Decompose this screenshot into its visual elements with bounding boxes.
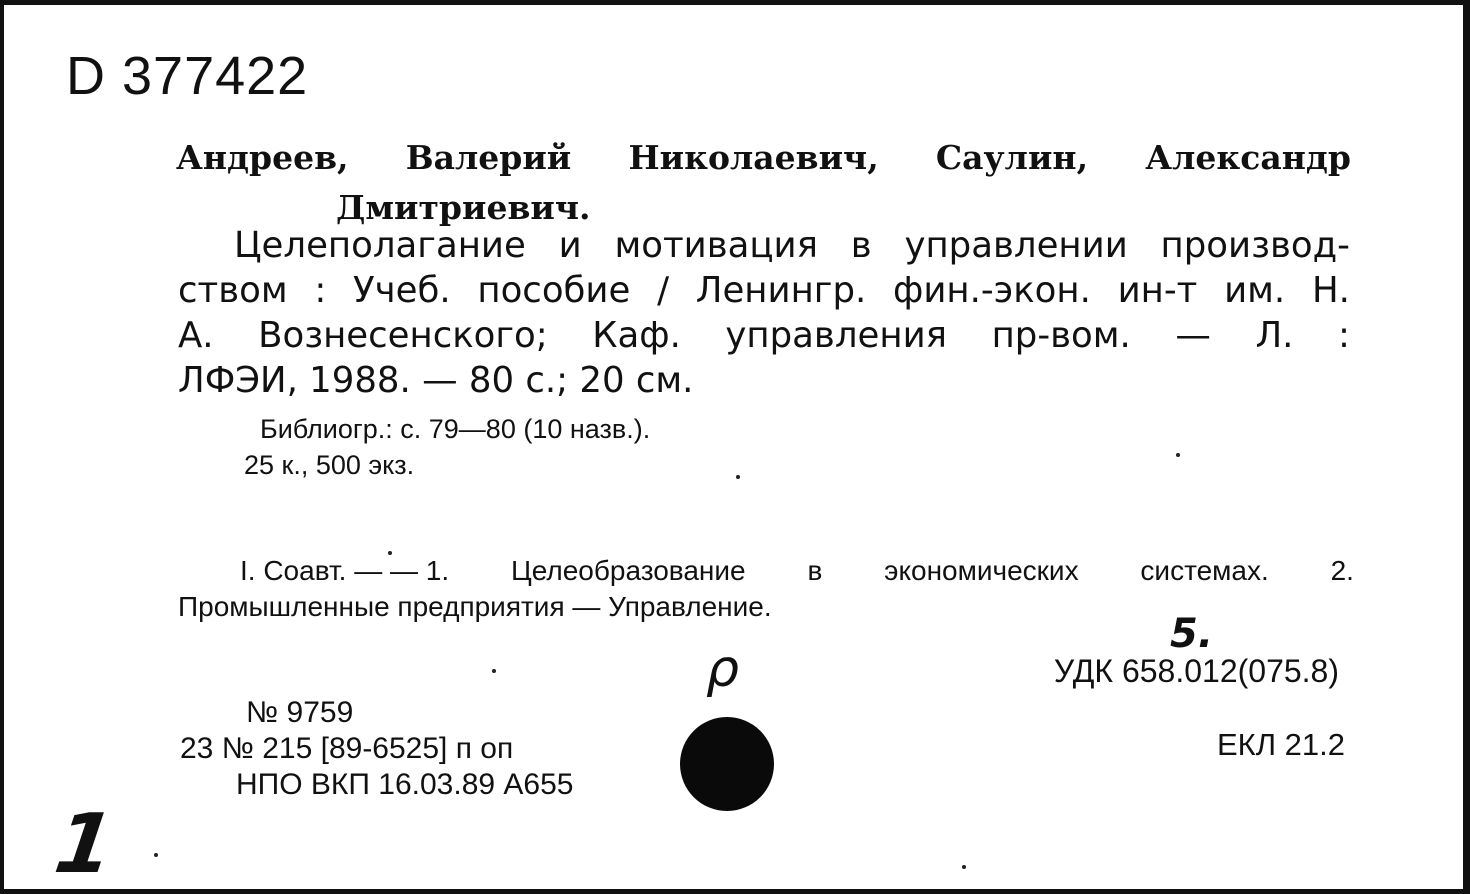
title-word: /	[657, 270, 670, 311]
handwritten-rho-mark: ρ	[706, 639, 740, 699]
tracing-word: в	[807, 555, 823, 586]
title-word: управлении	[904, 225, 1128, 266]
scan-speck	[388, 551, 392, 555]
author-word: Александр	[1145, 138, 1351, 177]
title-word: фин.-экон.	[892, 270, 1091, 311]
scan-speck	[736, 475, 740, 479]
black-dot-stamp	[680, 717, 774, 811]
title-line-4	[178, 358, 1350, 403]
title-line-1	[178, 223, 1350, 268]
title-word: :	[314, 270, 327, 311]
title-word: ин-т	[1117, 270, 1198, 311]
title-word: Каф.	[592, 315, 681, 356]
scan-speck	[1176, 453, 1180, 457]
title-word: Н.	[1311, 270, 1350, 311]
authors-heading	[176, 133, 1351, 233]
title-word: ством	[178, 270, 288, 311]
title-word: пр-вом.	[991, 315, 1131, 356]
author-word: Андреев,	[176, 138, 349, 177]
authors-line-1	[176, 133, 1351, 183]
title-word: управления	[725, 315, 948, 356]
title-word: Учеб.	[353, 270, 451, 311]
title-word: и	[558, 225, 582, 266]
notes-block	[244, 411, 650, 483]
title-word: Ленингр.	[695, 270, 867, 311]
title-word: А.	[178, 315, 214, 356]
title-word: производ-	[1160, 225, 1350, 266]
title-word: Л.	[1255, 315, 1294, 356]
title-description	[178, 223, 1350, 403]
title-word: пособие	[477, 270, 631, 311]
author-word: Саулин,	[935, 138, 1089, 177]
title-word: в	[850, 225, 872, 266]
tracing-line-2: Промышленные предприятия — Управление.	[178, 591, 772, 622]
handwritten-corner-mark: 1	[49, 797, 120, 892]
npo-imprint: НПО ВКП 16.03.89 А655	[236, 768, 574, 801]
price-run-note: 25 к., 500 экз.	[244, 450, 415, 480]
imprint-block	[180, 695, 573, 803]
call-number: D 377422	[66, 46, 309, 106]
tracing-word: Целеобразование	[511, 555, 746, 586]
title-line-2	[178, 268, 1350, 313]
author-word: Валерий	[405, 138, 572, 177]
tracing-line-1	[178, 553, 1354, 589]
tracing-word: экономических	[884, 555, 1079, 586]
tracing-word: системах.	[1140, 555, 1269, 586]
title-word: мотивация	[614, 225, 818, 266]
handwritten-five-mark: 5.	[1170, 611, 1214, 657]
scan-speck	[492, 669, 496, 673]
authors-line-2: Дмитриевич.	[336, 188, 591, 227]
scan-speck	[962, 865, 966, 869]
title-word: Целеполагание	[234, 225, 526, 266]
tracing-word: 2.	[1330, 555, 1354, 586]
title-word: им.	[1224, 270, 1286, 311]
publication-details: ЛФЭИ, 1988. — 80 с.; 20 см.	[178, 360, 694, 401]
author-word: Николаевич,	[628, 138, 879, 177]
title-word: :	[1337, 315, 1350, 356]
scan-speck	[154, 853, 158, 857]
ekl-code: ЕКЛ 21.2	[1216, 727, 1345, 762]
udc-code: УДК 658.012(075.8)	[1053, 653, 1339, 689]
title-word: —	[1175, 315, 1211, 356]
tracing-word: I. Соавт. — — 1.	[240, 555, 450, 586]
title-word: Вознесенского;	[258, 315, 548, 356]
order-number: 23 № 215 [89-6525] п оп	[180, 732, 514, 765]
card-number: № 9759	[246, 696, 354, 729]
bibliography-note: Библиогр.: с. 79—80 (10 назв.).	[260, 414, 651, 444]
title-line-3	[178, 313, 1350, 358]
